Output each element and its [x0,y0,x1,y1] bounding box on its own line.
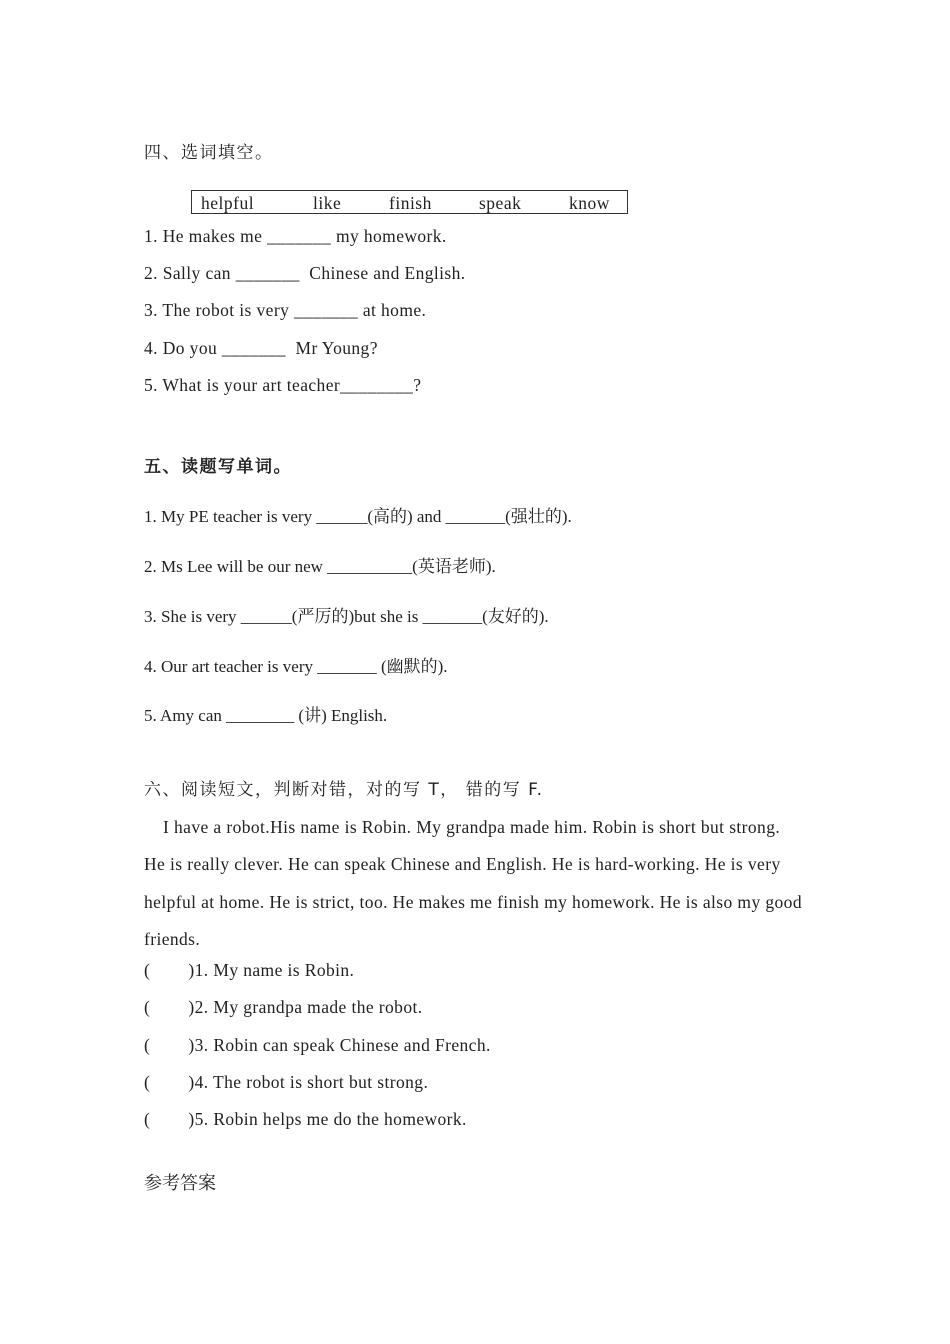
section4-item: 4. Do you _______ Mr Young? [144,338,378,358]
section5-item: 1. My PE teacher is very ______(高的) and _______(强壮的). [144,507,572,526]
word-box-word: speak [479,193,522,213]
word-box-word: know [569,193,610,213]
judge-item: ( )3. Robin can speak Chinese and French. [144,1035,491,1055]
word-box-word: finish [389,193,432,213]
section4-item: 3. The robot is very _______ at home. [144,300,427,320]
judge-item: ( )4. The robot is short but strong. [144,1072,429,1092]
section4-heading: 四、选词填空。 [144,143,274,163]
judge-item: ( )5. Robin helps me do the homework. [144,1109,467,1129]
section5-heading: 五、读题写单词。 [144,457,292,477]
judge-item: ( )1. My name is Robin. [144,960,355,980]
reading-passage: I have a robot.His name is Robin. My grandpa made him. Robin is short but strong. He is really clever. He can speak Chinese and English. He is hard-working. He is very helpful at home. He is strict, too. He makes me finish my homework. He is also my good friends. [144,817,802,949]
section5-item: 4. Our art teacher is very _______ (幽默的). [144,657,448,676]
section5-item: 2. Ms Lee will be our new __________(英语老师). [144,557,496,576]
answers-heading: 参考答案 [144,1173,216,1193]
word-box-word: helpful [201,193,255,213]
word-box-word: like [313,193,342,213]
section5-item: 5. Amy can ________ (讲) English. [144,706,388,725]
word-box [191,190,628,214]
section4-item: 5. What is your art teacher________? [144,375,422,395]
section4-item: 1. He makes me _______ my homework. [144,226,447,246]
judge-item: ( )2. My grandpa made the robot. [144,997,423,1017]
section6-heading: 六、阅读短文，判断对错，对的写 T， 错的写 F. [144,780,544,800]
section4-item: 2. Sally can _______ Chinese and English. [144,263,466,283]
section5-item: 3. She is very ______(严厉的)but she is _______(友好的). [144,607,549,626]
